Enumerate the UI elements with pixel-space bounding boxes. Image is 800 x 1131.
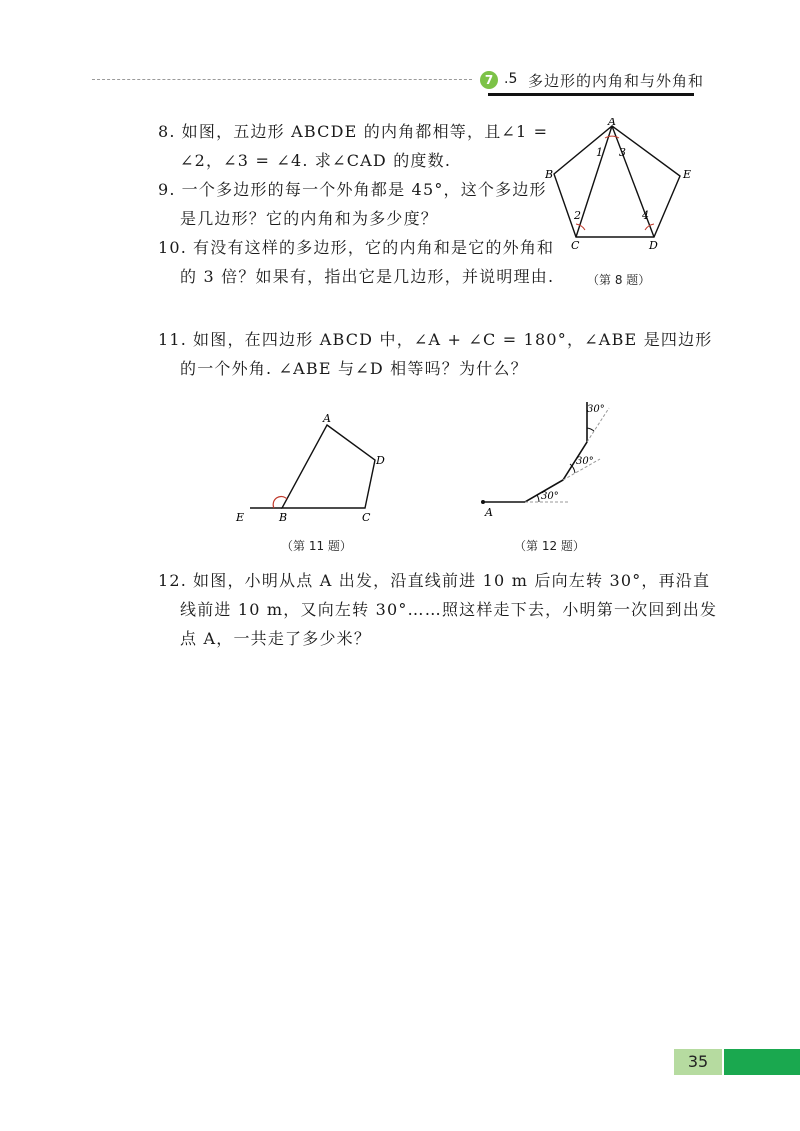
figure-12-caption: （第 12 题） <box>514 539 585 553</box>
problem-text: 有没有这样的多边形，它的内角和是它的外角和的 3 倍？如果有，指出它是几边形，并说明理由. <box>180 238 555 286</box>
page-number: 35 <box>674 1049 722 1075</box>
pentagon-outline <box>554 126 680 237</box>
problem-text: 如图，在四边形 ABCD 中，∠A + ∠C = 180°，∠ABE 是四边形的一个外角. ∠ABE 与∠D 相等吗？为什么？ <box>180 330 713 378</box>
problem-12 <box>158 566 720 653</box>
figure-12-path <box>475 398 630 523</box>
label-a: A <box>323 412 331 425</box>
header-dashed-line <box>92 79 472 80</box>
label-e: E <box>683 168 692 181</box>
header-underline <box>488 93 694 96</box>
problem-9 <box>158 175 560 233</box>
label-angle-4: 4 <box>642 209 649 222</box>
footer-green-bar <box>724 1049 800 1075</box>
label-c: C <box>362 511 371 524</box>
problem-number: 10. <box>158 238 188 257</box>
problem-number: 9. <box>158 180 176 199</box>
angle-arc-1 <box>537 495 539 502</box>
problem-number: 8. <box>158 122 176 141</box>
label-d: D <box>649 239 658 252</box>
figure-11-caption: （第 11 题） <box>281 539 352 553</box>
label-c: C <box>571 239 580 252</box>
figure-8-pentagon <box>545 118 695 253</box>
page-header <box>0 0 800 110</box>
walking-path <box>483 402 587 502</box>
problem-text: 如图，小明从点 A 出发，沿直线前进 10 m 后向左转 30°，再沿直线前进 10 m，又向左转 30°……照这样走下去，小明第一次回到出发点 A，一共走了多少米？ <box>180 571 718 648</box>
label-d: D <box>376 454 385 467</box>
label-b: B <box>279 511 288 524</box>
label-angle-2: 2 <box>574 209 581 222</box>
label-a: A <box>608 118 616 128</box>
label-b: B <box>545 168 554 181</box>
start-point <box>481 500 485 504</box>
chapter-badge: 7 <box>480 71 498 89</box>
section-title: 多边形的内角和与外角和 <box>528 72 705 90</box>
quadrilateral-outline <box>282 425 375 508</box>
angle-label-3: 30° <box>587 404 605 415</box>
angle-arc-3 <box>587 428 594 431</box>
diagonal-ac <box>576 126 612 237</box>
label-angle-3: 3 <box>619 146 626 159</box>
angle-label-2: 30° <box>576 456 594 467</box>
problem-number: 12. <box>158 571 188 590</box>
figure-11-quadrilateral <box>230 408 400 526</box>
problem-11 <box>158 325 720 383</box>
figure-8-caption: （第 8 题） <box>587 273 651 287</box>
angle-label-1: 30° <box>541 491 559 502</box>
problem-10 <box>158 233 560 291</box>
label-angle-1: 1 <box>596 146 603 159</box>
problem-number: 11. <box>158 330 188 349</box>
problem-text: 如图，五边形 ABCDE 的内角都相等，且∠1 = ∠2，∠3 = ∠4. 求∠CAD 的度数. <box>180 122 549 170</box>
problem-8 <box>158 117 560 175</box>
label-e: E <box>236 511 245 524</box>
label-a: A <box>485 506 493 519</box>
problem-text: 一个多边形的每一个外角都是 45°，这个多边形是几边形？它的内角和为多少度？ <box>180 180 547 228</box>
section-number: .5 <box>504 71 518 87</box>
